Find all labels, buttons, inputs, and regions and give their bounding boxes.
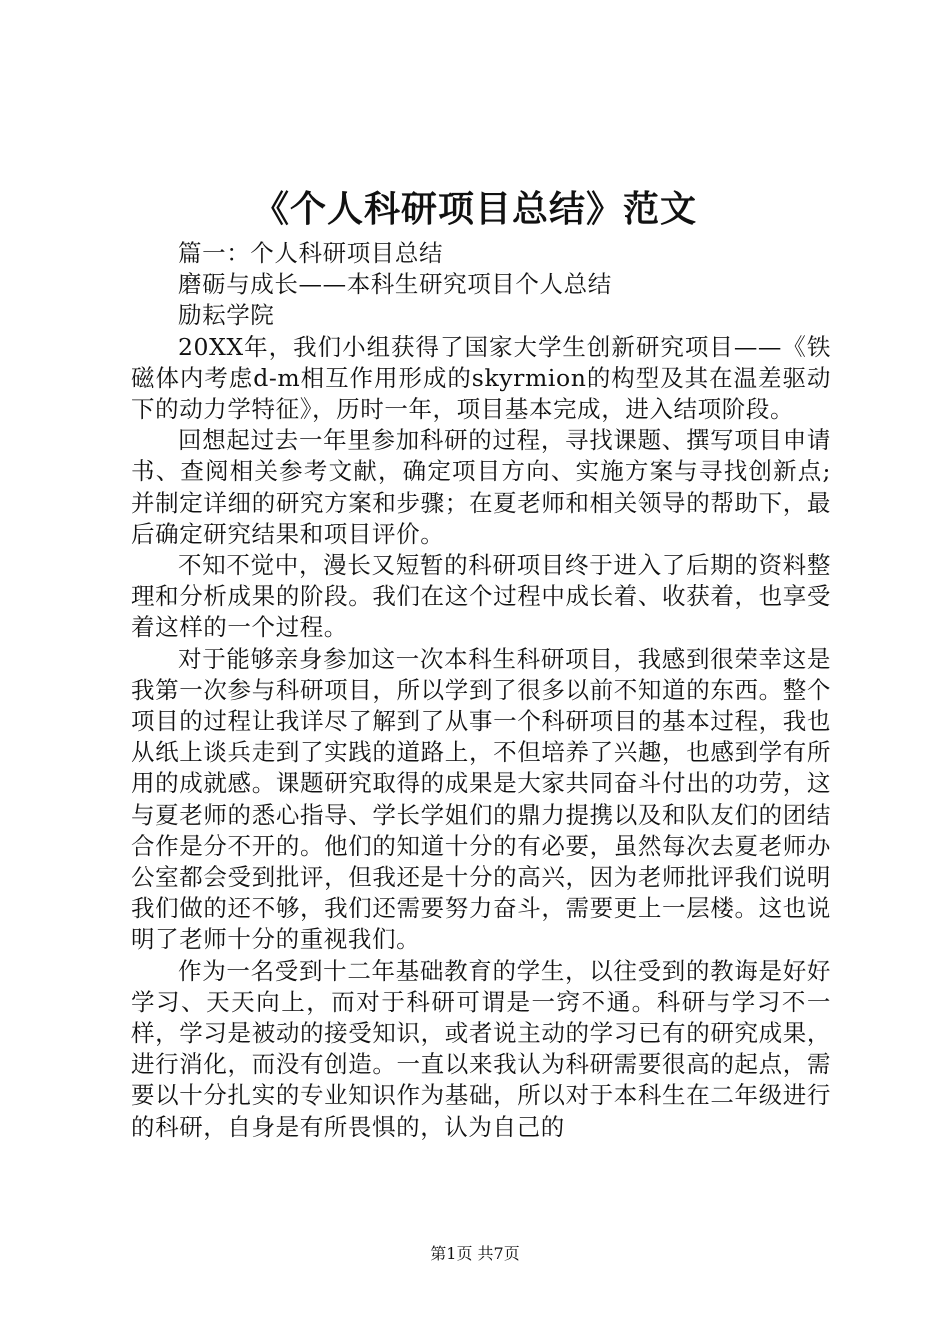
document-body xyxy=(131,238,831,1143)
body-paragraph: 回想起过去一年里参加科研的过程，寻找课题、撰写项目申请书、查阅相关参考文献，确定项目方向、实施方案与寻找创新点;并制定详细的研究方案和步骤；在夏老师和相关领导的帮助下，最后确定研究结果和项目评价。 xyxy=(131,426,831,548)
section-heading: 篇一：个人科研项目总结 xyxy=(178,239,444,267)
page-number-footer: 第1页 共7页 xyxy=(430,1244,520,1263)
body-paragraph: 作为一名受到十二年基础教育的学生，以往受到的教诲是好好学习、天天向上，而对于科研可谓是一窍不通。科研与学习不一样，学习是被动的接受知识，或者说主动的学习已有的研究成果，进行消化，而没有创造。一直以来我认为科研需要很高的起点，需要以十分扎实的专业知识作为基础，所以对于本科生在二年级进行的科研，自身是有所畏惧的，认为自己的 xyxy=(131,956,831,1141)
author-affiliation: 励耘学院 xyxy=(178,301,275,330)
document-title: 《个人科研项目总结》范文 xyxy=(252,188,697,230)
body-paragraph: 对于能够亲身参加这一次本科生科研项目，我感到很荣幸这是我第一次参与科研项目，所以学到了很多以前不知道的东西。整个项目的过程让我详尽了解到了从事一个科研项目的基本过程，我也从纸上谈兵走到了实践的道路上，不但培养了兴趣，也感到学有所用的成就感。课题研究取得的成果是大家共同奋斗付出的功劳，这与夏老师的悉心指导、学长学姐们的鼎力提携以及和队友们的团结合作是分不开的。他们的知道十分的有必要，虽然每次去夏老师办公室都会受到批评，但我还是十分的高兴，因为老师批评我们说明我们做的还不够，我们还需要努力奋斗，需要更上一层楼。这也说明了老师十分的重视我们。 xyxy=(131,644,831,954)
article-subtitle: 磨砺与成长——本科生研究项目个人总结 xyxy=(178,270,612,299)
body-paragraph: 20XX年，我们小组获得了国家大学生创新研究项目——《铁磁体内考虑d-m相互作用形成的skyrmion的构型及其在温差驱动下的动力学特征》，历时一年，项目基本完成，进入结项阶段。 xyxy=(131,332,831,424)
body-paragraph: 不知不觉中，漫长又短暂的科研项目终于进入了后期的资料整理和分析成果的阶段。我们在这个过程中成长着、收获着，也享受着这样的一个过程。 xyxy=(131,551,831,642)
